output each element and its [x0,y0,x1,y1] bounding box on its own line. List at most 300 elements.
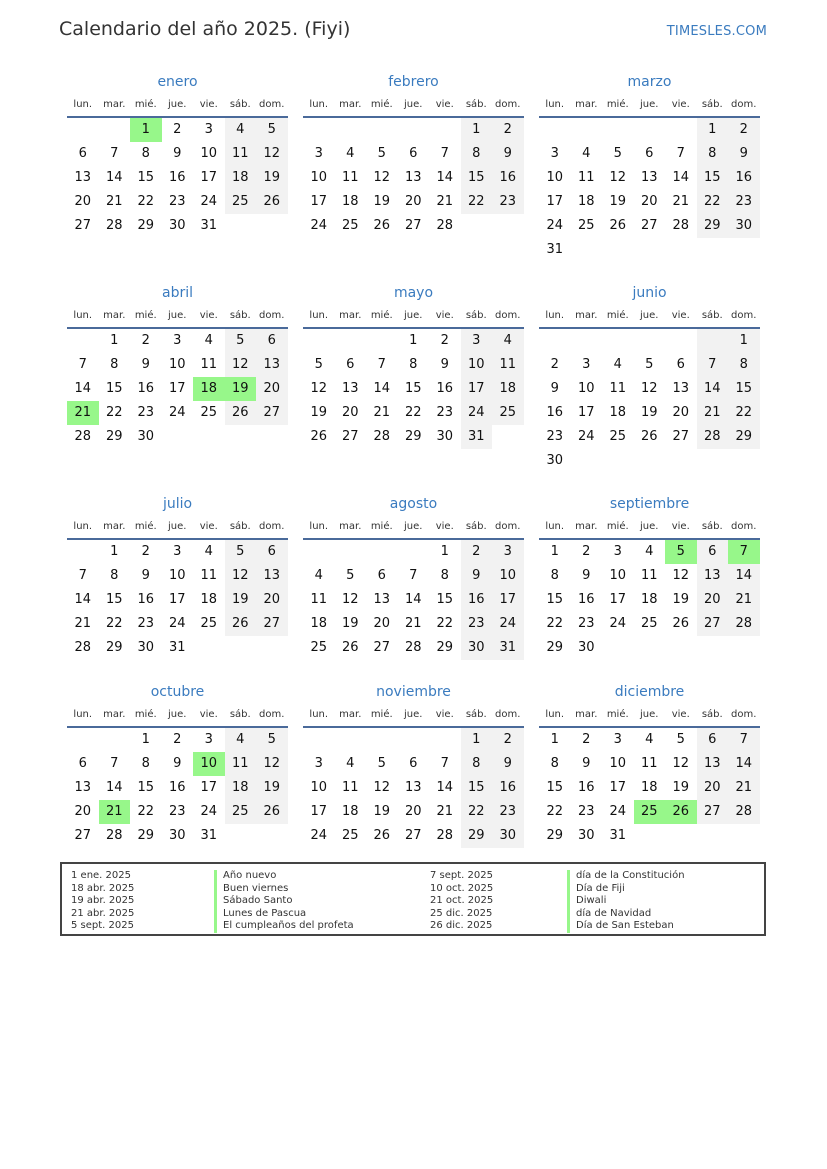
day-cell: 26 [609,218,627,233]
day-cell: 11 [341,170,359,185]
month-title: julio [162,496,193,512]
day-cell: 24 [168,405,186,420]
month-title: noviembre [376,684,451,700]
day-cell: 10 [168,357,186,372]
empty-cell [539,329,571,353]
day-cell: 16 [492,776,524,800]
day-cell: 20 [256,588,288,612]
day-cell: 12 [640,381,658,396]
empty-cell [697,449,729,473]
day-cell: 23 [577,804,595,819]
day-cell: 22 [404,405,422,420]
month-title: febrero [388,74,439,90]
day-cell: 9 [440,357,449,372]
day-cell: 15 [137,780,155,795]
weekday-label: mar. [103,99,126,110]
day-cell: 12 [609,170,627,185]
legend-names-1 [214,870,354,933]
day-cell: 30 [137,640,155,655]
day-grid [67,728,288,848]
empty-cell [303,118,335,142]
month-diciembre [539,680,760,848]
day-cell: 7 [110,756,119,771]
day-cell: 28 [74,640,92,655]
day-cell: 6 [78,756,87,771]
weekday-label: vie. [435,521,454,532]
weekday-label: mié. [134,521,157,532]
weekday-label: vie. [199,99,218,110]
day-cell: 14 [697,377,729,401]
day-cell: 4 [346,146,355,161]
day-cell: 23 [492,800,524,824]
page-title: Calendario del año 2025. (Fiyi) [59,18,351,40]
day-cell: 12 [310,381,328,396]
day-cell: 15 [728,377,760,401]
day-cell: 27 [697,612,729,636]
day-cell: 18 [640,780,658,795]
day-cell: 12 [225,353,257,377]
weekday-header [539,516,760,540]
weekday-label: vie. [435,709,454,720]
weekday-label: lun. [545,99,565,110]
holiday-date: 26 dic. 2025 [430,920,493,931]
empty-cell [571,329,603,353]
day-cell: 18 [310,616,328,631]
day-cell: 15 [105,381,123,396]
day-cell: 29 [137,828,155,843]
day-cell: 30 [461,636,493,660]
weekday-label: sáb. [701,99,723,110]
day-cell: 16 [137,381,155,396]
empty-cell [398,728,430,752]
day-cell: 13 [74,170,92,185]
weekday-label: sáb. [701,521,723,532]
day-cell: 8 [141,756,150,771]
empty-cell [225,636,257,660]
weekday-label: mié. [606,99,629,110]
day-cell: 31 [609,828,627,843]
day-cell: 31 [168,640,186,655]
weekday-header [67,305,288,329]
day-cell: 7 [78,568,87,583]
brand-link[interactable]: TIMESLES.COM [666,24,767,39]
day-cell: 22 [728,401,760,425]
weekday-header [539,94,760,118]
weekday-label: jue. [640,709,659,720]
day-cell: 13 [697,752,729,776]
day-cell: 14 [404,592,422,607]
weekday-label: mar. [103,521,126,532]
day-cell: 4 [582,146,591,161]
day-cell: 30 [168,218,186,233]
day-cell: 21 [728,588,760,612]
day-cell: 27 [256,401,288,425]
empty-cell [602,449,634,473]
day-grid [303,118,524,238]
day-cell: 30 [137,429,155,444]
day-cell: 11 [640,756,658,771]
weekday-label: dom. [731,709,757,720]
day-cell: 14 [74,381,92,396]
day-cell: 26 [225,401,257,425]
day-cell: 12 [373,170,391,185]
day-cell: 5 [225,540,257,564]
day-cell: 15 [546,592,564,607]
day-cell: 14 [436,780,454,795]
day-cell: 29 [697,214,729,238]
day-cell: 26 [341,640,359,655]
day-cell: 2 [492,118,524,142]
day-cell: 29 [105,429,123,444]
day-cell: 26 [665,800,697,824]
day-cell: 17 [492,588,524,612]
day-cell: 30 [492,824,524,848]
month-title: septiembre [609,496,690,512]
day-cell: 28 [74,429,92,444]
weekday-label: lun. [73,521,93,532]
day-cell: 13 [256,353,288,377]
day-cell: 6 [78,146,87,161]
weekday-label: mar. [575,521,598,532]
day-cell: 19 [225,377,257,401]
day-cell: 25 [341,828,359,843]
weekday-label: vie. [671,709,690,720]
day-cell: 25 [225,800,257,824]
day-cell: 21 [99,800,131,824]
weekday-label: dom. [731,310,757,321]
day-cell: 21 [404,616,422,631]
empty-cell [162,425,194,449]
weekday-label: vie. [199,521,218,532]
weekday-header [67,516,288,540]
day-cell: 30 [577,640,595,655]
weekday-label: lun. [545,310,565,321]
day-cell: 23 [546,429,564,444]
holiday-name: día de Navidad [567,908,685,921]
day-cell: 9 [492,142,524,166]
weekday-label: mié. [370,99,393,110]
day-cell: 29 [404,429,422,444]
month-abril [67,281,288,449]
day-cell: 16 [546,405,564,420]
day-cell: 23 [168,804,186,819]
holiday-date: 7 sept. 2025 [430,870,493,881]
day-cell: 27 [640,218,658,233]
day-cell: 14 [105,780,123,795]
day-cell: 3 [461,329,493,353]
empty-cell [697,238,729,262]
weekday-label: sáb. [229,521,251,532]
day-cell: 4 [314,568,323,583]
weekday-label: mar. [575,99,598,110]
empty-cell [429,728,461,752]
day-cell: 12 [225,564,257,588]
day-grid [67,540,288,660]
empty-cell [366,728,398,752]
day-cell: 26 [256,800,288,824]
empty-cell [303,728,335,752]
day-cell: 17 [609,780,627,795]
weekday-header [303,94,524,118]
day-cell: 19 [373,194,391,209]
day-cell: 10 [310,780,328,795]
month-septiembre [539,492,760,660]
day-cell: 19 [310,405,328,420]
holiday-name: Año nuevo [214,870,354,883]
empty-cell [398,118,430,142]
holiday-legend [60,862,766,936]
day-cell: 24 [461,401,493,425]
holiday-date: 10 oct. 2025 [430,882,494,894]
day-cell: 21 [697,401,729,425]
empty-cell [67,329,99,353]
day-cell: 10 [193,752,225,776]
day-cell: 28 [436,218,454,233]
day-cell: 20 [404,804,422,819]
day-cell: 27 [373,640,391,655]
month-julio [67,492,288,660]
day-cell: 9 [728,142,760,166]
day-grid [303,728,524,848]
month-junio [539,281,760,473]
empty-cell [256,214,288,238]
empty-cell [67,118,99,142]
day-cell: 22 [461,800,493,824]
day-cell: 6 [256,540,288,564]
month-enero [67,70,288,238]
day-cell: 14 [728,564,760,588]
weekday-label: lun. [73,99,93,110]
empty-cell [728,238,760,262]
day-cell: 20 [341,405,359,420]
day-cell: 7 [409,568,418,583]
weekday-label: mar. [339,709,362,720]
day-cell: 14 [373,381,391,396]
day-cell: 3 [314,756,323,771]
day-cell: 11 [200,357,218,372]
holiday-name: Sábado Santo [214,895,354,908]
day-cell: 23 [137,616,155,631]
weekday-label: mié. [134,310,157,321]
day-cell: 24 [310,828,328,843]
weekday-label: sáb. [465,310,487,321]
day-cell: 18 [609,405,627,420]
day-cell: 10 [168,568,186,583]
empty-cell [665,449,697,473]
legend-dates-2 [430,870,493,933]
holiday-date: 1 ene. 2025 [71,870,131,881]
day-cell: 17 [168,592,186,607]
weekday-header [303,305,524,329]
day-cell: 17 [310,804,328,819]
day-cell: 26 [640,429,658,444]
day-cell: 25 [310,640,328,655]
day-grid [67,118,288,238]
day-cell: 7 [377,357,386,372]
day-cell: 15 [436,592,454,607]
empty-cell [398,540,430,564]
day-cell: 26 [256,190,288,214]
day-cell: 25 [200,616,218,631]
day-cell: 28 [404,640,422,655]
day-cell: 6 [409,146,418,161]
day-cell: 12 [256,142,288,166]
month-mayo [303,281,524,449]
empty-cell [366,329,398,353]
weekday-label: dom. [259,99,285,110]
day-cell: 3 [492,540,524,564]
day-cell: 22 [137,804,155,819]
day-cell: 2 [582,544,591,559]
empty-cell [634,824,666,848]
day-cell: 19 [609,194,627,209]
day-cell: 3 [582,357,591,372]
day-cell: 9 [141,357,150,372]
day-cell: 30 [728,214,760,238]
day-cell: 20 [404,194,422,209]
day-cell: 22 [105,405,123,420]
day-cell: 14 [672,170,690,185]
weekday-label: jue. [404,310,423,321]
day-cell: 2 [173,122,182,137]
month-title: agosto [389,496,438,512]
weekday-header [539,305,760,329]
day-cell: 20 [640,194,658,209]
day-cell: 22 [546,616,564,631]
day-cell: 4 [225,728,257,752]
empty-cell [67,728,99,752]
weekday-label: jue. [168,310,187,321]
day-cell: 23 [461,612,493,636]
day-cell: 29 [546,828,564,843]
holiday-name: Diwali [567,895,685,908]
weekday-label: mié. [134,709,157,720]
day-cell: 7 [728,540,760,564]
weekday-label: dom. [259,521,285,532]
day-cell: 1 [461,728,493,752]
holiday-date: 5 sept. 2025 [71,920,134,931]
day-cell: 19 [640,405,658,420]
empty-cell [571,238,603,262]
day-cell: 19 [672,592,690,607]
empty-cell [225,824,257,848]
day-cell: 4 [492,329,524,353]
weekday-header [539,704,760,728]
day-cell: 10 [546,170,564,185]
day-cell: 31 [461,425,493,449]
day-cell: 1 [440,544,449,559]
day-cell: 16 [577,592,595,607]
month-title: mayo [393,285,434,301]
day-cell: 28 [436,828,454,843]
day-cell: 13 [74,780,92,795]
day-cell: 24 [609,616,627,631]
day-cell: 3 [613,732,622,747]
empty-cell [67,540,99,564]
empty-cell [665,824,697,848]
day-cell: 22 [546,804,564,819]
weekday-label: jue. [168,709,187,720]
day-cell: 1 [550,732,559,747]
day-cell: 1 [550,544,559,559]
day-cell: 16 [137,592,155,607]
month-agosto [303,492,524,660]
day-cell: 7 [440,756,449,771]
weekday-header [67,704,288,728]
day-cell: 17 [200,780,218,795]
day-cell: 26 [310,429,328,444]
day-cell: 27 [672,429,690,444]
day-cell: 20 [256,377,288,401]
day-cell: 24 [168,616,186,631]
day-cell: 23 [168,194,186,209]
weekday-label: jue. [168,521,187,532]
day-cell: 31 [200,218,218,233]
day-cell: 15 [404,381,422,396]
empty-cell [665,118,697,142]
day-cell: 21 [67,401,99,425]
day-cell: 16 [577,780,595,795]
day-cell: 19 [225,588,257,612]
day-cell: 8 [440,568,449,583]
empty-cell [99,728,131,752]
day-cell: 20 [697,588,729,612]
empty-cell [335,728,367,752]
day-cell: 13 [640,170,658,185]
day-cell: 7 [728,728,760,752]
day-cell: 7 [110,146,119,161]
day-cell: 19 [256,166,288,190]
empty-cell [193,425,225,449]
month-title: enero [157,74,198,90]
day-cell: 25 [341,218,359,233]
holiday-name: Día de Fiji [567,883,685,896]
day-cell: 3 [173,333,182,348]
empty-cell [335,329,367,353]
day-cell: 22 [105,616,123,631]
day-cell: 3 [550,146,559,161]
day-cell: 30 [577,828,595,843]
day-grid [539,540,760,660]
day-cell: 20 [74,804,92,819]
day-cell: 26 [225,612,257,636]
day-cell: 25 [200,405,218,420]
day-cell: 9 [141,568,150,583]
day-cell: 23 [577,616,595,631]
day-cell: 7 [440,146,449,161]
day-cell: 2 [141,333,150,348]
weekday-label: mar. [339,99,362,110]
weekday-label: jue. [404,709,423,720]
weekday-header [67,94,288,118]
day-cell: 14 [105,170,123,185]
day-cell: 16 [492,166,524,190]
day-cell: 25 [634,800,666,824]
day-cell: 17 [546,194,564,209]
day-cell: 12 [256,752,288,776]
weekday-header [303,704,524,728]
day-cell: 7 [676,146,685,161]
day-cell: 25 [577,218,595,233]
day-cell: 21 [728,776,760,800]
day-cell: 5 [645,357,654,372]
day-cell: 21 [105,194,123,209]
day-cell: 16 [436,381,454,396]
weekday-label: mar. [575,310,598,321]
day-cell: 14 [436,170,454,185]
weekday-label: jue. [640,310,659,321]
day-cell: 28 [373,429,391,444]
